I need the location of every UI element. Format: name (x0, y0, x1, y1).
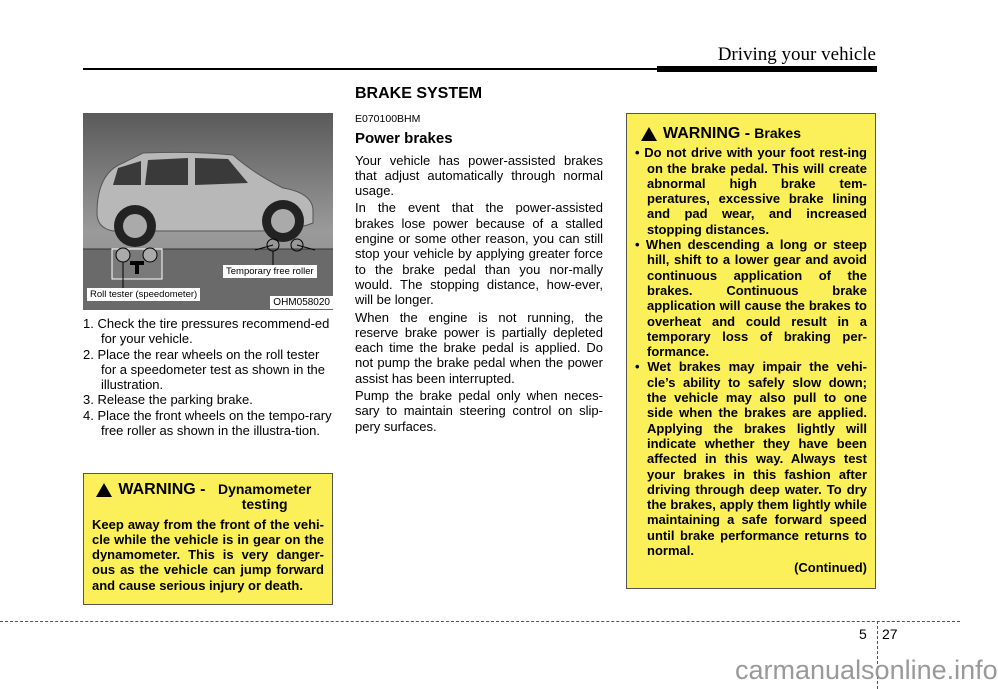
test-steps-list (83, 316, 335, 438)
step-2: 2. Place the rear wheels on the roll tester for a speedometer test as shown in the illustration. (83, 346, 326, 393)
header-rule-accent (657, 66, 877, 72)
warning-title: Brakes (754, 125, 801, 141)
warning-bullet: • Wet brakes may impair the vehi-cle’s ability to safely slow down; the vehicle may also pull to one side when the brakes are applied. Applying the brakes lightly will indicate whether they have been affected in this way. Always test your brakes in this fashion after driving through deep water. To dry the brakes, apply them lightly while maintaining a safe forward speed until brake performance returns to normal. (635, 359, 867, 559)
paragraph: Pump the brake pedal only when neces-sary to maintain steering control on slip-pery surfaces. (355, 388, 603, 434)
figure-code: OHM058020 (270, 296, 333, 309)
step-3: 3. Release the parking brake. (83, 392, 253, 408)
warning-brakes-box (626, 113, 876, 589)
paragraph: In the event that the power-assisted brakes lose power because of a stalled engine or some other reason, you can still stop your vehicle by applying greater force to the brake pedal than you nor-mally would. The stopping distance, how-ever, will be longer. (355, 200, 603, 308)
warning-text: Keep away from the front of the vehi-cle while the vehicle is in gear on the dynamometer. This is very danger-ous as the vehicle can jump forward and cause serious injury or death. (92, 516, 324, 593)
chapter-number: 5 (859, 626, 867, 642)
warning-word: WARNING - (663, 125, 751, 142)
warning-heading (635, 126, 867, 141)
header-title: Driving your vehicle (717, 44, 876, 65)
warning-title: Dynamometer testing (217, 481, 312, 513)
step-4: 4. Place the front wheels on the tempo-rary free roller as shown in the illustra-tion. (83, 407, 332, 439)
warning-dynamometer-box (83, 473, 333, 605)
suv-on-rollers-drawing (83, 113, 333, 310)
power-brakes-section (355, 112, 603, 436)
dynamometer-illustration (83, 113, 333, 310)
warning-bullet: • Do not drive with your foot rest-ing on the brake pedal. This will create abnormal high brake tem-peratures, excessive brake lining and pad wear, and increased stopping distances. (635, 145, 867, 237)
warning-triangle-icon (641, 127, 657, 141)
section-heading: Power brakes (355, 130, 453, 148)
warning-word: WARNING - (118, 481, 206, 498)
warning-triangle-icon (96, 483, 112, 497)
paragraph: Your vehicle has power-assisted brakes that adjust automatically through normal usage. (355, 152, 603, 199)
watermark: carmanualsonline.info (735, 655, 998, 685)
paragraph: When the engine is not running, the reserve brake power is partially depleted each time the brake pedal is applied. Do not pump the brake pedal when the power assist has been interrupted. (355, 309, 603, 386)
label-temporary-free-roller: Temporary free roller (223, 265, 317, 278)
continued-note: (Continued) (794, 560, 867, 576)
step-1: 1. Check the tire pressures recommend-ed for your vehicle. (83, 316, 330, 347)
footer-rule (0, 621, 960, 622)
page-number: 27 (882, 626, 898, 642)
warning-heading (92, 482, 324, 513)
section-code: E070100BHM (355, 113, 421, 125)
label-roll-tester: Roll tester (speedometer) (87, 288, 200, 301)
warning-bullet: • When descending a long or steep hill, shift to a lower gear and avoid continuous application of the brakes. Continuous brake application will cause the brakes to overheat and could result in a temporary loss of braking per-formance. (635, 237, 867, 360)
section-title: BRAKE SYSTEM (355, 85, 483, 102)
